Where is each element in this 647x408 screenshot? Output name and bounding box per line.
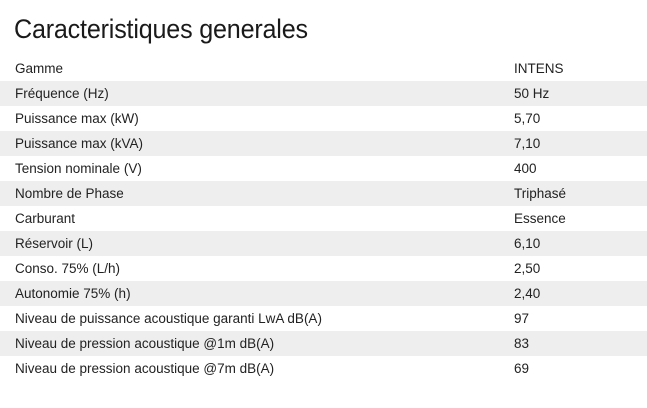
spec-label: Conso. 75% (L/h) bbox=[15, 261, 121, 276]
spec-row-autonomie bbox=[0, 281, 647, 306]
spec-row-phase bbox=[0, 181, 647, 206]
spec-value: 83 bbox=[514, 336, 530, 351]
spec-label: Réservoir (L) bbox=[15, 236, 94, 251]
specifications-table bbox=[0, 56, 647, 381]
spec-value: 400 bbox=[514, 161, 537, 176]
page-title: Caracteristiques generales bbox=[14, 14, 308, 44]
spec-row-carburant bbox=[0, 206, 647, 231]
spec-value: INTENS bbox=[514, 61, 564, 76]
spec-label: Tension nominale (V) bbox=[15, 161, 142, 176]
spec-row-tension bbox=[0, 156, 647, 181]
spec-row-frequence bbox=[0, 81, 647, 106]
specifications-table-body bbox=[0, 56, 647, 381]
spec-row-puissance-acoustique bbox=[0, 306, 647, 331]
spec-value: Essence bbox=[514, 211, 566, 226]
spec-label: Fréquence (Hz) bbox=[15, 86, 109, 101]
spec-label: Niveau de pression acoustique @7m dB(A) bbox=[15, 361, 275, 376]
spec-row-pression-1m bbox=[0, 331, 647, 356]
spec-value: 69 bbox=[514, 361, 530, 376]
spec-value: Triphasé bbox=[514, 186, 567, 201]
spec-label: Niveau de puissance acoustique garanti LwA dB(A) bbox=[15, 311, 322, 326]
spec-label: Carburant bbox=[15, 211, 76, 226]
spec-row-puissance-kva bbox=[0, 131, 647, 156]
spec-label: Puissance max (kVA) bbox=[15, 136, 144, 151]
spec-row-pression-7m bbox=[0, 356, 647, 381]
spec-label: Puissance max (kW) bbox=[15, 111, 139, 126]
spec-value: 97 bbox=[514, 311, 530, 326]
spec-row-conso bbox=[0, 256, 647, 281]
spec-value: 50 Hz bbox=[514, 86, 550, 101]
spec-row-gamme bbox=[0, 56, 647, 81]
spec-row-reservoir bbox=[0, 231, 647, 256]
spec-label: Gamme bbox=[15, 61, 64, 76]
spec-value: 2,40 bbox=[514, 286, 541, 301]
spec-label: Autonomie 75% (h) bbox=[15, 286, 131, 301]
spec-label: Nombre de Phase bbox=[15, 186, 124, 201]
spec-value: 2,50 bbox=[514, 261, 541, 276]
spec-value: 7,10 bbox=[514, 136, 541, 151]
spec-row-puissance-kw bbox=[0, 106, 647, 131]
spec-label: Niveau de pression acoustique @1m dB(A) bbox=[15, 336, 275, 351]
spec-value: 6,10 bbox=[514, 236, 541, 251]
spec-value: 5,70 bbox=[514, 111, 541, 126]
